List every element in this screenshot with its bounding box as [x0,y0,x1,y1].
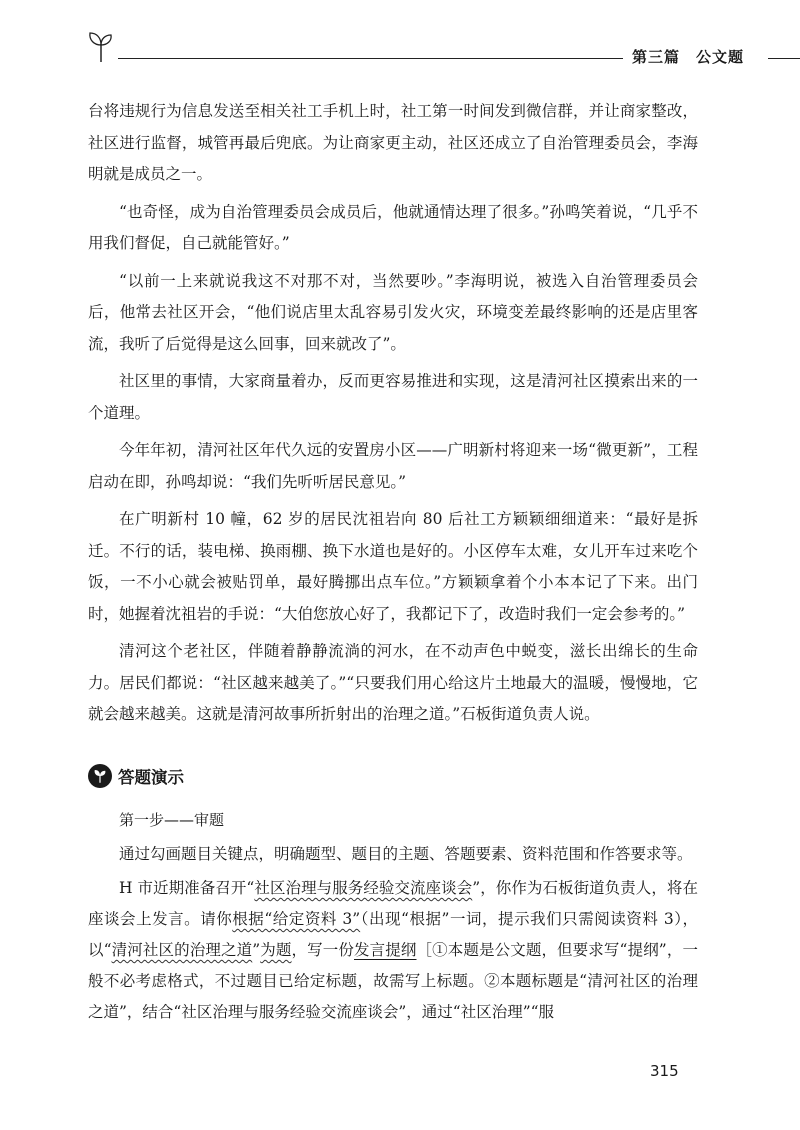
text-run: ”，你作为石板街道负责人，将在座谈会上发言。请你 [88,879,698,928]
underlined-keyword: 清河社区的治理之道 [111,941,253,959]
text-run: （出现“根据”一词，提示我们只需阅读资料 3），以“ [88,910,698,959]
text-run: ” [252,941,261,959]
underlined-keyword: 社区治理与服务经验交流座谈会 [254,879,473,897]
answer-body [88,805,698,1028]
underlined-keyword: 根据“给定资料 3” [232,910,361,928]
header-rule-right [768,58,800,59]
text-run: ，写一份 [291,941,355,959]
sprout-badge-icon [88,764,112,788]
page-header [70,28,782,68]
section-title: 第三篇 公文题 [632,48,745,66]
paragraph: 今年年初，清河社区年代久远的安置房小区——广明新村将迎来一场“微更新”，工程启动在即，孙鸣却说：“我们先听听居民意见。” [88,441,698,491]
sprout-icon [84,30,118,64]
text-run: H 市近期准备召开“ [119,879,255,897]
answer-heading-text: 答题演示 [118,768,184,787]
paragraph: “以前一上来就说我这不对那不对，当然要吵。”李海明说，被选入自治管理委员会后，他常去社区开会，“他们说店里太乱容易引发火灾，环境变差最终影响的还是店里客流，我听了后觉得是这么回事，回来就改了”。 [88,271,698,353]
page-number: 315 [650,1062,679,1080]
underlined-keyword: 发言提纲 [354,941,417,959]
header-rule-left [118,58,623,59]
paragraph: 社区里的事情，大家商量着办，反而更容易推进和实现，这是清河社区摸索出来的一个道理。 [88,372,698,422]
paragraph: 清河这个老社区，伴随着静静流淌的河水，在不动声色中蜕变，滋长出绵长的生命力。居民们都说：“社区越来越美了。”“只要我们用心给这片土地最大的温暖，慢慢地，它就会越来越美。这就是清河故事所折射出的治理之道。”石板街道负责人说。 [88,642,698,723]
answer-heading [88,764,184,788]
step-title: 第一步——审题 [119,811,225,829]
underlined-keyword: 为题 [260,941,292,959]
step-intro: 通过勾画题目关键点，明确题型、题目的主题、答题要素、资料范围和作答要求等。 [119,845,693,863]
article-body [88,96,698,731]
paragraph: 在广明新村 10 幢，62 岁的居民沈祖岩向 80 后社工方颖颖细细道来：“最好是拆迁。不行的话，装电梯、换雨棚、换下水道也是好的。小区停车太难，女儿开车过来吃个饭，一不小心就会被贴罚单，最好腾挪出点车位。”方颖颖拿着个小本本记了下来。出门时，她握着沈祖岩的手说：“大伯您放心好了，我都记下了，改造时我们一定会参考的。” [88,510,698,623]
text-run: ［①本题是公文题，但要求写“提纲”，一般不必考虑格式，不过题目已给定标题，故需写上标题。②本题标题是“清河社区的治理之道”，结合“社区治理与服务经验交流座谈会”，通过“社区治理”“服 [88,941,698,1021]
paragraph: “也奇怪，成为自治管理委员会成员后，他就通情达理了很多。”孙鸣笑着说，“几乎不用我们督促，自己就能管好。” [88,202,698,252]
question-paragraph [88,873,698,1028]
paragraph: 台将违规行为信息发送至相关社工手机上时，社工第一时间发到微信群，并让商家整改，社区进行监督，城管再最后兜底。为让商家更主动，社区还成立了自治管理委员会，李海明就是成员之一。 [88,102,698,183]
